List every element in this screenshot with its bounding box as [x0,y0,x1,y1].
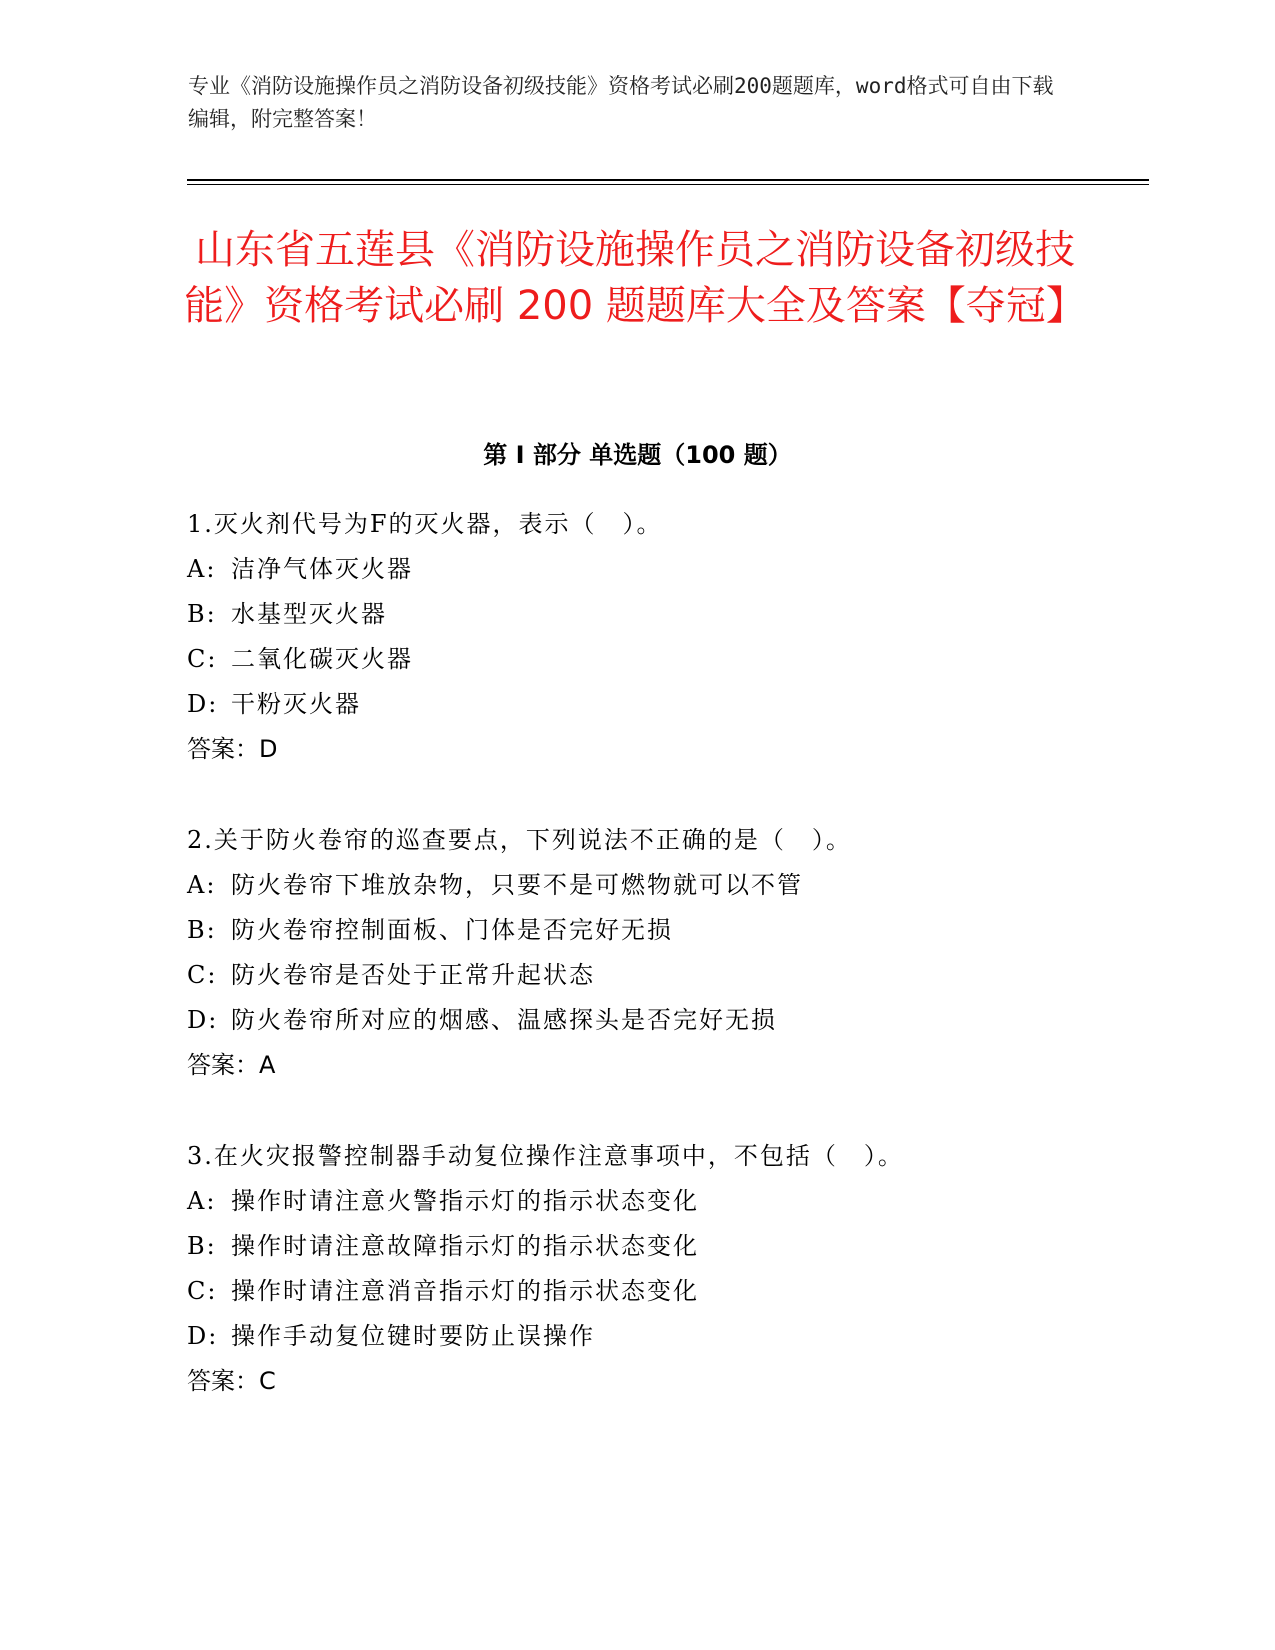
option-b [187,1224,1167,1269]
option-letter: C: [187,1277,218,1305]
option-text: 水基型灭火器 [231,600,387,628]
option-text: 防火卷帘是否处于正常升起状态 [231,961,595,989]
option-text: 操作时请注意故障指示灯的指示状态变化 [231,1232,699,1260]
option-text: 防火卷帘所对应的烟感、温感探头是否完好无损 [231,1006,777,1034]
header-divider-thin [187,184,1149,185]
question-stem: 3.在火灾报警控制器手动复位操作注意事项中，不包括（ ）。 [187,1142,904,1170]
option-text: 防火卷帘下堆放杂物，只要不是可燃物就可以不管 [231,871,803,899]
answer: 答案：A [187,1051,276,1079]
option-d [187,1314,1167,1359]
option-c [187,953,1167,998]
question-stem: 1.灭火剂代号为F的灭火器，表示（ ）。 [187,510,663,538]
document-title: 山东省五莲县《消防设施操作员之消防设备初级技能》资格考试必刷 200 题题库大全及答案【夺冠】 [184,227,1086,329]
option-text: 二氧化碳灭火器 [231,645,413,673]
option-d [187,682,1167,727]
header-divider-thick [187,179,1149,181]
question-3 [187,1134,1167,1404]
option-letter: B: [187,1232,217,1260]
option-letter: A: [187,1187,217,1215]
option-letter: D: [187,690,219,718]
option-a [187,1179,1167,1224]
option-b [187,908,1167,953]
answer: 答案：D [187,735,278,763]
option-letter: A: [187,555,217,583]
option-b [187,592,1167,637]
question-2 [187,818,1167,1088]
option-a [187,547,1167,592]
option-text: 操作时请注意火警指示灯的指示状态变化 [231,1187,699,1215]
option-text: 操作手动复位键时要防止误操作 [231,1322,595,1350]
option-text: 防火卷帘控制面板、门体是否完好无损 [231,916,673,944]
option-d [187,998,1167,1043]
section-title: 第 I 部分 单选题（100 题） [483,441,792,469]
question-1 [187,502,1167,772]
option-a [187,863,1167,908]
option-letter: A: [187,871,217,899]
option-text: 操作时请注意消音指示灯的指示状态变化 [231,1277,699,1305]
option-text: 干粉灭火器 [231,690,361,718]
answer: 答案：C [187,1367,276,1395]
option-letter: D: [187,1006,219,1034]
option-letter: C: [187,645,218,673]
option-text: 洁净气体灭火器 [231,555,413,583]
option-letter: C: [187,961,218,989]
option-c [187,1269,1167,1314]
header-note: 专业《消防设施操作员之消防设备初级技能》资格考试必刷200题题库，word格式可自由下载编辑，附完整答案！ [188,74,1054,131]
question-stem: 2.关于防火卷帘的巡查要点，下列说法不正确的是（ ）。 [187,826,852,854]
option-letter: B: [187,600,217,628]
option-letter: D: [187,1322,219,1350]
option-letter: B: [187,916,217,944]
option-c [187,637,1167,682]
